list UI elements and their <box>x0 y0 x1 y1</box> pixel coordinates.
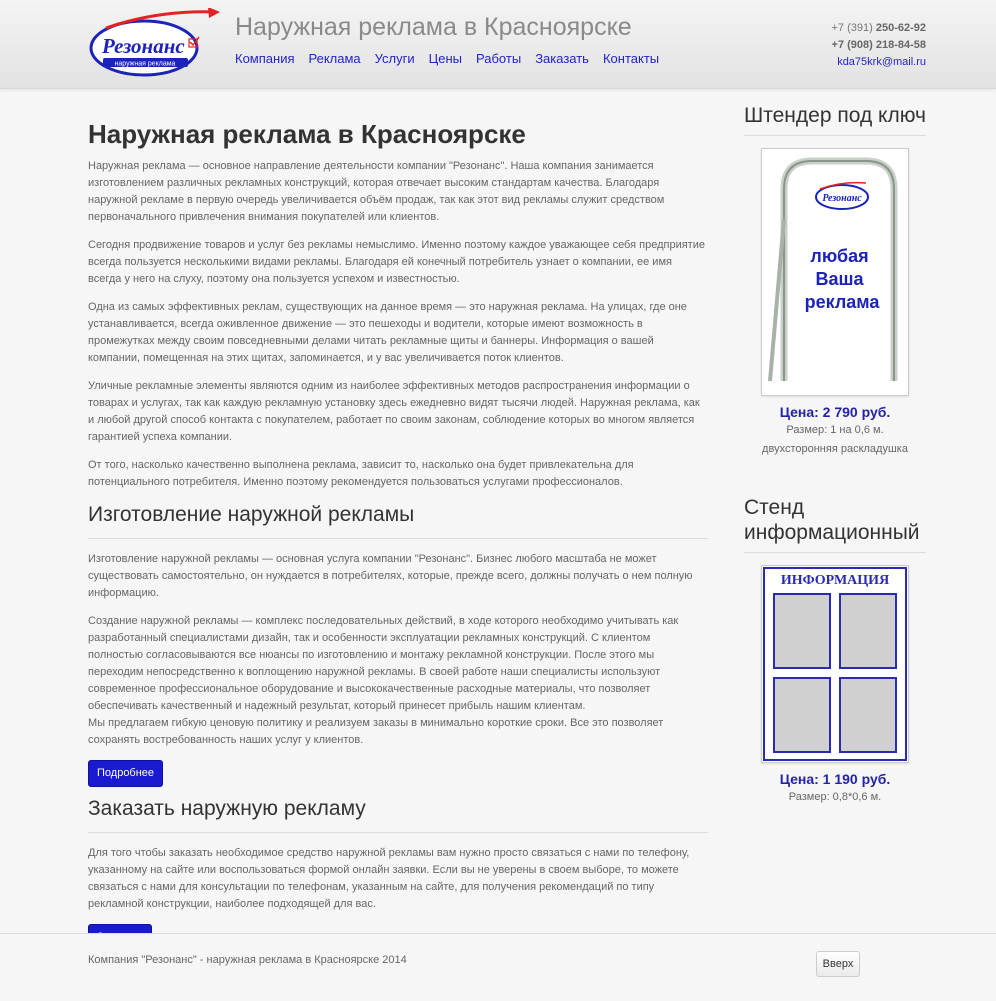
product-image[interactable] <box>761 148 909 396</box>
product-card-info-board <box>744 495 926 806</box>
more-button[interactable]: Подробнее <box>88 760 163 787</box>
page-title: Наружная реклама в Красноярске <box>88 119 526 149</box>
site-footer <box>0 933 996 1001</box>
product-price: Цена: 2 790 руб. <box>779 404 891 420</box>
nav-services[interactable]: Услуги <box>374 51 415 66</box>
product-size: Размер: 0,8*0,6 м. <box>788 791 882 803</box>
logo-text: Резонанс <box>102 34 185 58</box>
email-link[interactable]: kda75krk@mail.ru <box>837 56 926 68</box>
nav-contacts[interactable]: Контакты <box>602 51 660 66</box>
sign-stand-image <box>762 149 908 395</box>
logo[interactable] <box>88 8 224 78</box>
stand-ad-text: любая Ваша реклама <box>804 246 880 312</box>
intro-paragraph: От того, насколько качественно выполнена реклама, зависит то, насколько она будет привлекательна для потенциального потребителя. Именно поэтому рекомендуется пользоваться услугами профессионалов. <box>88 459 634 488</box>
site-header <box>0 0 996 89</box>
site-title: Наружная реклама в Красноярске <box>235 13 632 41</box>
nav-company[interactable]: Компания <box>235 51 295 66</box>
nav-advertising[interactable]: Реклама <box>308 51 361 66</box>
manufacturing-paragraph: Мы предлагаем гибкую ценовую политику и реализуем заказы в минимально короткие сроки. Все это позволяет сохранять востребованность наших услуг у клиентов. <box>88 717 664 746</box>
back-to-top-button[interactable]: Вверх <box>816 951 860 977</box>
section-title-order: Заказать наружную рекламу <box>88 796 708 833</box>
section-title-manufacturing: Изготовление наружной рекламы <box>88 502 708 539</box>
order-paragraph: Для того чтобы заказать необходимое средство наружной рекламы вам нужно просто связаться с нами по телефону, указанному на сайте или воспользоваться формой онлайн заявки. Если вы не уверены в своем выборе, то можете связаться с нами для консультации по телефонам, указанным на сайте, для получения рекомендаций по типу рекламной конструкции, наиболее подходящей для вас. <box>88 847 690 910</box>
intro-paragraph: Сегодня продвижение товаров и услуг без рекламы немыслимо. Именно поэтому каждое уважающее себя предприятие всегда пользуется несколькими видами рекламы. Благодаря ей конечный потребитель узнает о компании, ее имя всегда у него на слуху, поэтому она пользуется успехом и известностью. <box>88 239 705 285</box>
intro-paragraph: Наружная реклама — основное направление деятельности компании "Резонанс". Наша компания занимается изготовлением различных рекламных конструкций, которая отвечает высоким стандартам качества. Благодаря наружной рекламе в первую очередь увеличивается объём продаж, так как этот вид рекламы служит средством первоначального привлечения внимания покупателей или клиентов. <box>88 160 665 223</box>
nav-order[interactable]: Заказать <box>535 51 589 66</box>
product-image[interactable] <box>761 565 909 763</box>
product-title: Штендер под ключ <box>744 103 926 136</box>
nav-prices[interactable]: Цены <box>428 51 463 66</box>
product-card-stand <box>744 103 926 458</box>
copyright: Компания "Резонанс" - наружная реклама в Красноярске 2014 <box>88 954 407 966</box>
main-content <box>88 118 708 951</box>
product-description: двухсторонняя раскладушка <box>762 443 908 455</box>
product-title: Стенд информационный <box>744 495 926 553</box>
phone-1: +7 (391) 250-62-92 <box>831 22 926 34</box>
info-board-label: ИНФОРМАЦИЯ <box>780 573 890 588</box>
intro-paragraph: Уличные рекламные элементы являются одним из наиболее эффективных методов распространения информации о товарах и услугах, так как каждую рекламную установку здесь ежедневно видят тысячи людей. Наружная реклама, как и любой другой способ контакта с покупателем, работает по своим законам, соблюдение которых во многом является гарантией успеха компании. <box>88 380 700 443</box>
phone-2: +7 (908) 218-84-58 <box>831 39 926 51</box>
nav-works[interactable]: Работы <box>476 51 522 66</box>
product-size: Размер: 1 на 0,6 м. <box>786 424 884 436</box>
manufacturing-paragraph: Изготовление наружной рекламы — основная услуга компании "Резонанс". Бизнес любого масштаба не может существовать самостоятельно, он нуждается в потребителях, которые, прежде всего, должны получать о нем полную информацию. <box>88 553 693 599</box>
contacts-block <box>832 20 927 71</box>
product-price: Цена: 1 190 руб. <box>779 771 891 787</box>
logo-subtitle: наружная реклама <box>114 60 176 68</box>
info-board-image <box>762 566 908 762</box>
stand-logo-text: Резонанс <box>822 193 862 204</box>
intro-paragraph: Одна из самых эффективных реклам, существующих на данное время — это наружная реклама. На улицах, где оне устанавливается, всегда оживленное движение — это пешеходы и водители, которые имеют возможность в промежутках между своим повседневными делами читать рекламные щиты и баннеры. Информация о вашей компании, помещенная на этих щитах, запоминается, и у вас увеличивается поток клиентов. <box>88 301 687 364</box>
manufacturing-paragraph: Создание наружной рекламы — комплекс последовательных действий, в ходе которого необходимо учитывать как разработанный специалистами дизайн, так и особенности эксплуатации рекламных конструкций. С клиентом полностью согласовываются все нюансы по изготовлению и монтажу рекламной конструкции. После этого мы переходим непосредственно к воплощению наружной рекламы. В своей работе наши специалисты используют современное профессиональное оборудование и высококачественные расходные материалы, что позволяет обеспечивать качественный и надежный результат, который принесет прибыль нашим клиентам. <box>88 615 679 712</box>
main-nav <box>235 51 673 66</box>
